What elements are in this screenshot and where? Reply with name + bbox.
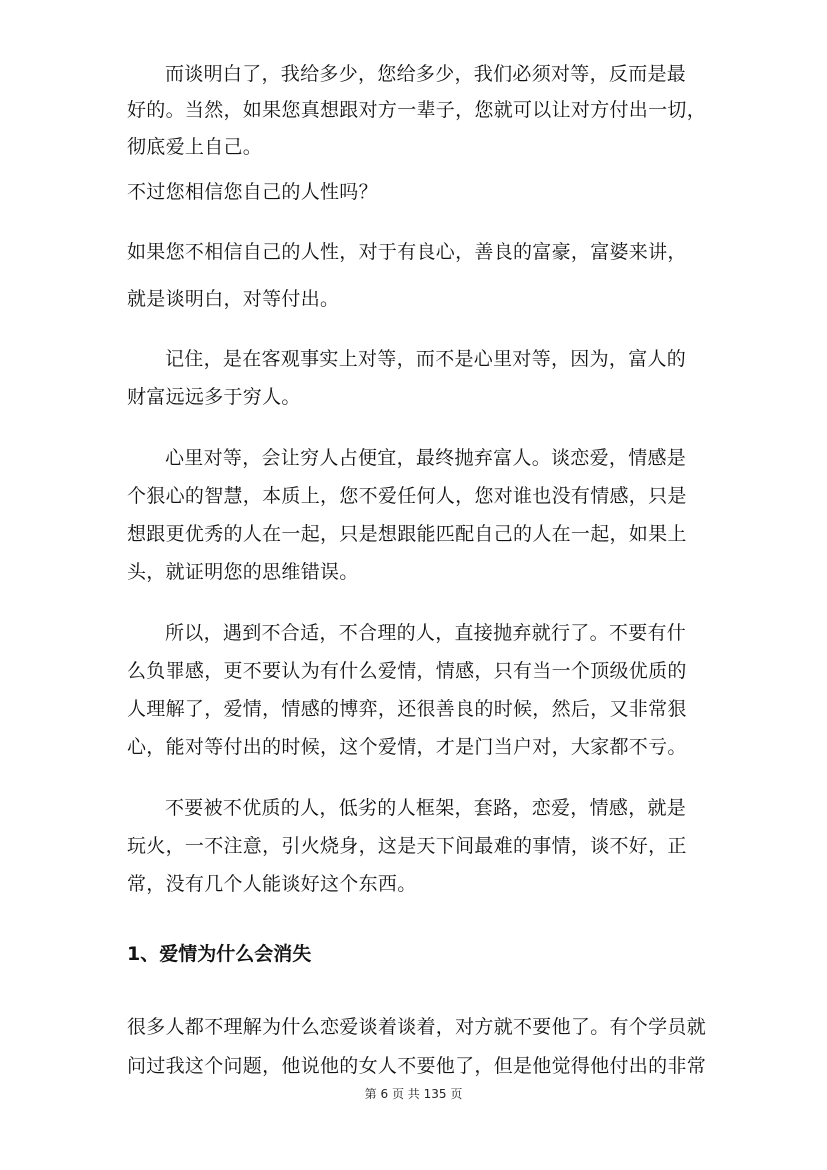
paragraph-line: 记住，是在客观事实上对等，而不是心里对等，因为，富人的 (165, 348, 687, 370)
section-heading: 1、爱情为什么会消失 (127, 943, 312, 965)
paragraph-line: 财富远远多于穷人。 (127, 386, 301, 408)
paragraph-line: 就是谈明白，对等付出。 (127, 288, 340, 310)
paragraph-line: 想跟更优秀的人在一起，只是想跟能匹配自己的人在一起，如果上 (127, 523, 687, 545)
page-number: 6 (380, 1087, 389, 1101)
paragraph-line: 不过您相信您自己的人性吗？ (127, 181, 378, 203)
footer-prefix: 第 (364, 1087, 377, 1101)
paragraph-line: 心里对等，会让穷人占便宜，最终抛弃富人。谈恋爱，情感是 (165, 447, 687, 469)
page-footer (0, 1086, 827, 1102)
paragraph-line: 如果您不相信自己的人性，对于有良心，善良的富豪，富婆来讲， (127, 241, 687, 263)
paragraph-line: 很多人都不理解为什么恋爱谈着谈着，对方就不要他了。有个学员就 (127, 1016, 707, 1038)
paragraph-line: 常，没有几个人能谈好这个东西。 (127, 873, 417, 895)
paragraph-line: 么负罪感，更不要认为有什么爱情，情感，只有当一个顶级优质的 (127, 660, 687, 682)
footer-middle: 页 共 (391, 1087, 420, 1101)
paragraph-line: 玩火，一不注意，引火烧身，这是天下间最难的事情，谈不好，正 (127, 835, 687, 857)
paragraph-line: 而谈明白了，我给多少，您给多少，我们必须对等，反而是最 (165, 63, 687, 85)
paragraph-line: 人理解了，爱情，情感的博弈，还很善良的时候，然后，又非常狠 (127, 698, 687, 720)
paragraph-line: 好的。当然，如果您真想跟对方一辈子，您就可以让对方付出一切， (127, 99, 707, 121)
total-pages: 135 (423, 1087, 447, 1101)
paragraph-line: 彻底爱上自己。 (127, 136, 263, 158)
paragraph-line: 个狠心的智慧，本质上，您不爱任何人，您对谁也没有情感，只是 (127, 485, 687, 507)
paragraph-line: 问过我这个问题，他说他的女人不要他了，但是他觉得他付出的非常 (127, 1055, 707, 1077)
paragraph-line: 不要被不优质的人，低劣的人框架，套路，恋爱，情感，就是 (165, 797, 687, 819)
paragraph-line: 所以，遇到不合适，不合理的人，直接抛弃就行了。不要有什 (165, 622, 687, 644)
paragraph-line: 心，能对等付出的时候，这个爱情，才是门当户对，大家都不亏。 (127, 736, 687, 758)
paragraph-line: 头，就证明您的思维错误。 (127, 561, 359, 583)
footer-suffix: 页 (450, 1087, 463, 1101)
